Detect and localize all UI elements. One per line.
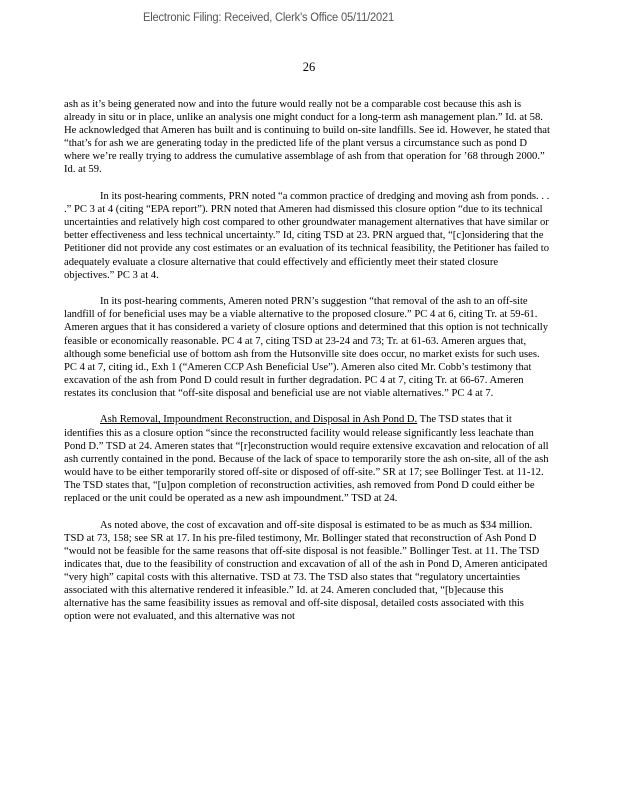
paragraph-continued-testimony: ash as it’s being generated now and into the future would really not be a comparable cost because this ash is already in situ or in place, unlike an analysis one might conduct for a long-term ash management plan.” Id. at 58. He acknowledged that Ameren has built and is continuing to build on-site landfills. See id. However, he stated that “that’s for ash we are generating today in the predicted life of the plant versus a circumstance such as pond D where we’re really trying to address the cumulative assemblage of ash from that operation for ’68 through 2000.” Id. at 59. bbox=[64, 99, 550, 176]
paragraph-prn-comments: In its post-hearing comments, PRN noted “a common practice of dredging and moving ash from ponds. . . .” PC 3 at 4 (citing “EPA report”). PRN noted that Ameren had dismissed this closure option “due to its technical uncertainties and relatively high cost compared to other groundwater management alternatives that have similar or better effectiveness and less technical uncertainty.” Id, citing TSD at 23. PRN argued that, “[c]onsidering that the Petitioner did not provide any cost estimates or an evaluation of its technical feasibility, the Petitioner has failed to adequately evaluate a closure alternative that could effectively and efficiently meet their stated closure objectives.” PC 3 at 4. bbox=[64, 191, 550, 281]
section-heading: Ash Removal, Impoundment Reconstruction, and Disposal in Ash Pond D. bbox=[100, 414, 418, 426]
document-body bbox=[64, 98, 550, 637]
paragraph-cost-excavation: As noted above, the cost of excavation and off-site disposal is estimated to be as much as $34 million. TSD at 73, 158; see SR at 17. In his pre-filed testimony, Mr. Bollinger stated that reconstruction of Ash Pond D “would not be feasible for the same reasons that off-site disposal is not feasible.” Bollinger Test. at 11. The TSD indicates that, due to the feasibility of construction and excavation of all of the ash in Pond D, Ameren anticipated “very high” capital costs with this alternative. TSD at 73. The TSD also states that “regulatory uncertainties associated with this alternative rendered it infeasible.” Id. at 24. Ameren concluded that, “[b]ecause this alternative has the same feasibility issues as removal and off-site disposal, detailed costs associated with this option were not evaluated, and this alternative was not bbox=[64, 519, 548, 623]
page-number: 26 bbox=[302, 60, 316, 74]
paragraph-ameren-comments: In its post-hearing comments, Ameren noted PRN’s suggestion “that removal of the ash to an off-site landfill of for beneficial uses may be a viable alternative to the proposed closure.” PC 4 at 6, citing Tr. at 59-61. Ameren argues that it has considered a variety of closure options and determined that this option is not technically feasible or economically reasonable. PC 4 at 7, citing TSD at 23-24 and 73; Tr. at 61-63. Ameren argues that, although some beneficial use of bottom ash from the Hutsonville site does occur, no market exists for such uses. PC 4 at 7, citing id., Exh 1 (“Ameren CCP Ash Beneficial Use”). Ameren also cited Mr. Cobb’s testimony that excavation of the ash from Pond D could result in further degradation. PC 4 at 7, citing Tr. at 66-67. Ameren restates its conclusion that “off-site disposal and beneficial use are not viable alternatives.” PC 4 at 7. bbox=[64, 296, 549, 399]
paragraph-ash-removal-section bbox=[64, 413, 550, 505]
filing-stamp-header: Electronic Filing: Received, Clerk's Office 05/11/2021 bbox=[143, 12, 395, 24]
section-body: The TSD states that it identifies this as a closure option “since the reconstructed facility would release significantly less leachate than Pond D.” TSD at 24. Ameren states that “[r]econstruction would require extensive excavation and relocation of all ash currently contained in the pond. Because of the lack of space to temporarily store the ash on-site, all of the ash would have to be either temporarily stored off-site or disposed of off-site.” SR at 17; see Bollinger Test. at 11-12. The TSD states that, “[u]pon completion of reconstruction activities, ash removed from Pond D could either be replaced or the unit could be operated as a new ash impoundment.” TSD at 24. bbox=[64, 414, 549, 505]
